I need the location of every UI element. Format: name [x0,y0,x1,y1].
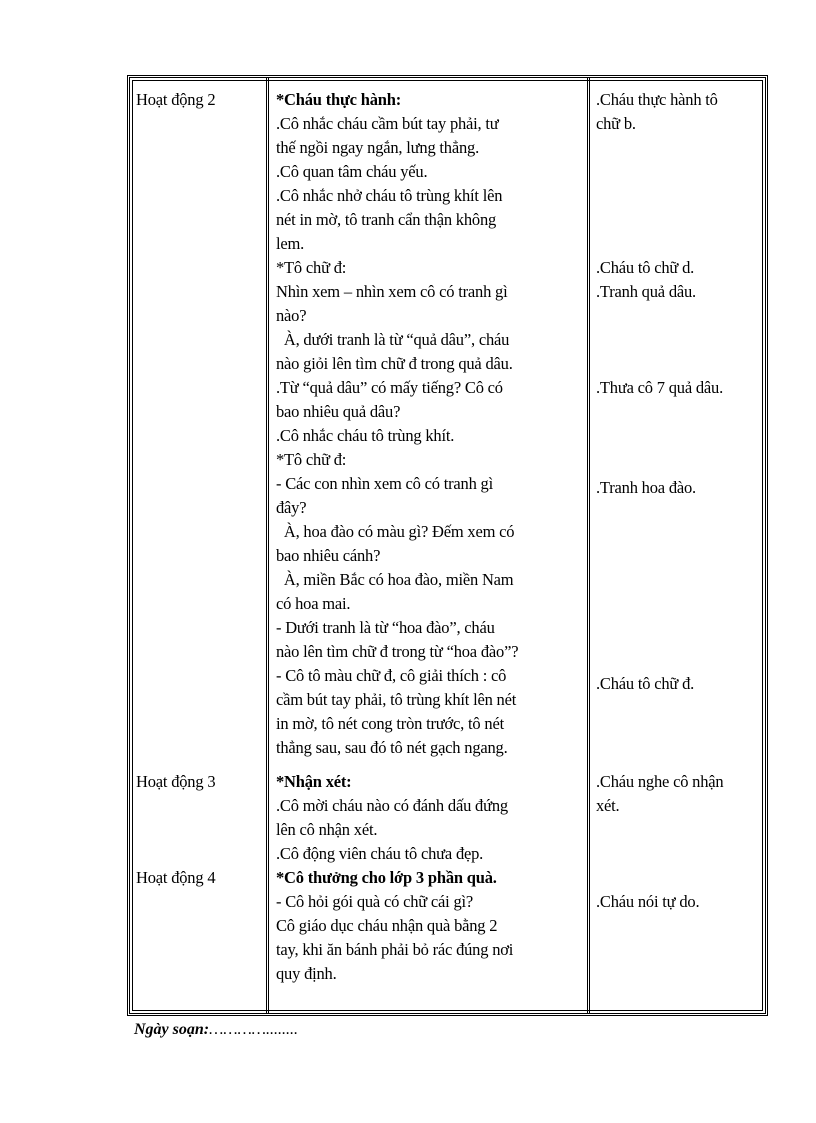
date-prepared [134,1021,298,1039]
child-line: .Tranh quả dâu. [596,282,696,301]
child-line: chữ b. [596,114,636,133]
activity-label: Hoạt động 2 [136,90,216,109]
child-line: .Cháu nói tự do. [596,892,700,911]
teacher-line: .Cô quan tâm cháu yếu. [276,162,428,181]
teacher-line: thế ngồi ngay ngắn, lưng thẳng. [276,138,479,157]
child-line: .Thưa cô 7 quả dâu. [596,378,724,397]
child-column [590,78,765,1013]
teacher-line: .Cô nhắc cháu cầm bút tay phải, tư [276,114,499,133]
teacher-line: À, dưới tranh là từ “quả dâu”, cháu [276,330,510,349]
teacher-line: nào lên tìm chữ đ trong từ “hoa đào”? [276,642,519,661]
teacher-line: .Cô động viên cháu tô chưa đẹp. [276,844,484,863]
teacher-line: có hoa mai. [276,594,351,613]
teacher-line: lên cô nhận xét. [276,820,378,839]
teacher-line: - Dưới tranh là từ “hoa đào”, cháu [276,618,495,637]
teacher-line: nét in mờ, tô tranh cẩn thận không [276,210,497,229]
lesson-plan-table [127,75,768,1016]
teacher-line: - Cô tô màu chữ đ, cô giải thích : cô [276,666,507,685]
teacher-line: *Cô thưởng cho lớp 3 phần quà. [276,868,497,887]
teacher-line: À, miền Bắc có hoa đào, miền Nam [276,570,514,589]
child-line: .Cháu nghe cô nhận [596,772,724,791]
teacher-line: .Cô mời cháu nào có đánh dấu đứng [276,796,508,815]
teacher-line: bao nhiêu quả dâu? [276,402,401,421]
child-line: .Cháu thực hành tô [596,90,718,109]
teacher-line: - Các con nhìn xem cô có tranh gì [276,474,493,493]
date-prepared-label: Ngày soạn: [134,1021,210,1038]
teacher-line: *Tô chữ đ: [276,450,347,469]
teacher-column [266,78,590,1013]
activity-label: Hoạt động 4 [136,868,216,887]
teacher-line: À, hoa đào có màu gì? Đếm xem có [276,522,515,541]
teacher-line: *Cháu thực hành: [276,90,401,109]
teacher-line: thẳng sau, sau đó tô nét gạch ngang. [276,738,508,757]
teacher-line: .Từ “quả dâu” có mấy tiếng? Cô có [276,378,503,397]
teacher-line: cầm bút tay phải, tô trùng khít lên nét [276,690,517,709]
teacher-line: Cô giáo dục cháu nhận quà bằng 2 [276,916,498,935]
child-line: .Cháu tô chữ đ. [596,674,695,693]
child-line: xét. [596,796,620,815]
child-line: .Tranh hoa đào. [596,478,696,497]
teacher-line: đây? [276,498,307,517]
activity-label: Hoạt động 3 [136,772,216,791]
teacher-line: .Cô nhắc cháu tô trùng khít. [276,426,455,445]
teacher-line: .Cô nhắc nhở cháu tô trùng khít lên [276,186,503,205]
teacher-line: in mờ, tô nét cong tròn trước, tô nét [276,714,504,733]
child-line: .Cháu tô chữ d. [596,258,695,277]
teacher-line: quy định. [276,964,337,983]
activity-column [130,78,266,1013]
teacher-line: nào giỏi lên tìm chữ đ trong quả dâu. [276,354,513,373]
teacher-line: bao nhiêu cánh? [276,546,381,565]
teacher-line: - Cô hỏi gói quà có chữ cái gì? [276,892,474,911]
teacher-line: lem. [276,234,305,253]
teacher-line: nào? [276,306,307,325]
teacher-line: *Nhận xét: [276,772,352,791]
teacher-line: *Tô chữ đ: [276,258,347,277]
teacher-line: tay, khi ăn bánh phải bỏ rác đúng nơi [276,940,514,959]
teacher-line: Nhìn xem – nhìn xem cô có tranh gì [276,282,508,301]
date-prepared-dots: …………........ [209,1021,299,1038]
